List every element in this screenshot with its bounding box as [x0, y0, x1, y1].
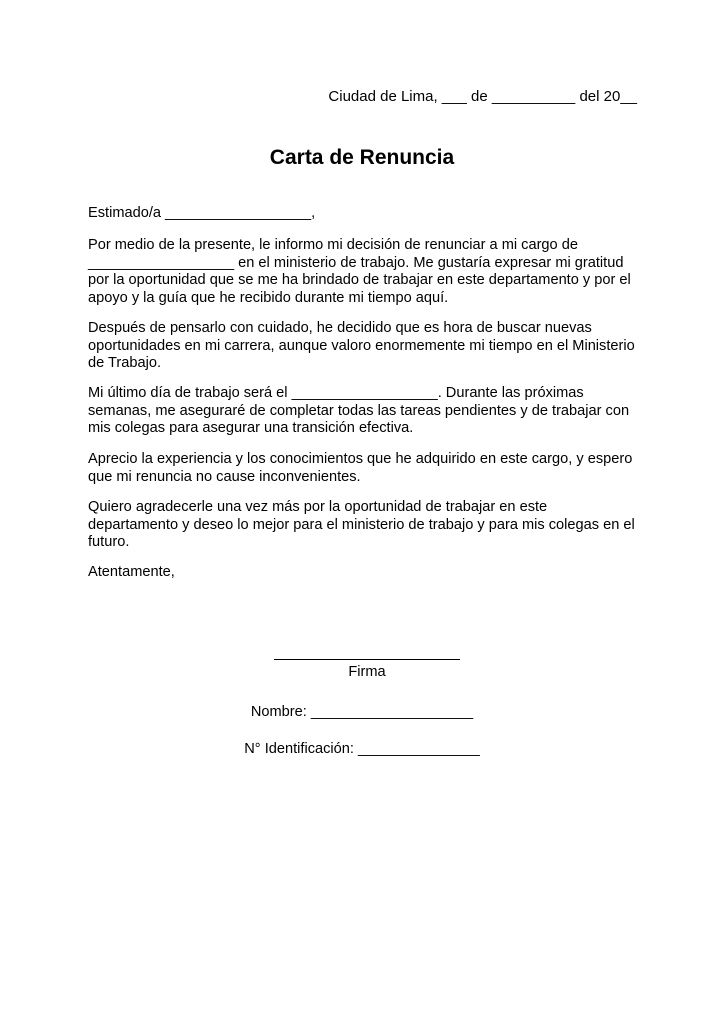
page-title: Carta de Renuncia: [269, 146, 455, 169]
paragraph-reason: Después de pensarlo con cuidado, he decidido que es hora de buscar nuevas oportunidades en mi carrera, aunque valoro enormemente mi tiempo en el Ministerio de Trabajo.: [88, 320, 635, 371]
paragraph-last-day: Mi último día de trabajo será el __________________. Durante las próximas semanas, me aseguraré de completar todas las tareas pendientes y de trabajar con mis colegas para asegurar una transición efectiva.: [88, 385, 630, 436]
name-field: Nombre: ____________________: [250, 704, 474, 720]
id-field: N° Identificación: _______________: [244, 741, 480, 757]
paragraph-appreciation: Aprecio la experiencia y los conocimientos que he adquirido en este cargo, y espero que mi renuncia no cause inconvenientes.: [88, 451, 633, 485]
paragraph-intro: Por medio de la presente, le informo mi decisión de renunciar a mi cargo de __________________ en el ministerio de trabajo. Me gustaría expresar mi gratitud por la oportunidad que se me ha brindado de trabajar en este departamento y por el apoyo y la guía que he recibido durante mi tiempo aquí.: [88, 237, 631, 306]
signature-label: Firma: [348, 664, 386, 680]
greeting: Estimado/a __________________,: [88, 205, 316, 221]
signature-line: [274, 659, 460, 660]
closing: Atentamente,: [88, 564, 175, 580]
date-line: Ciudad de Lima, ___ de __________ del 20__: [328, 88, 637, 105]
paragraph-thanks: Quiero agradecerle una vez más por la oportunidad de trabajar en este departamento y deseo lo mejor para el ministerio de trabajo y para mis colegas en el futuro.: [88, 499, 635, 550]
